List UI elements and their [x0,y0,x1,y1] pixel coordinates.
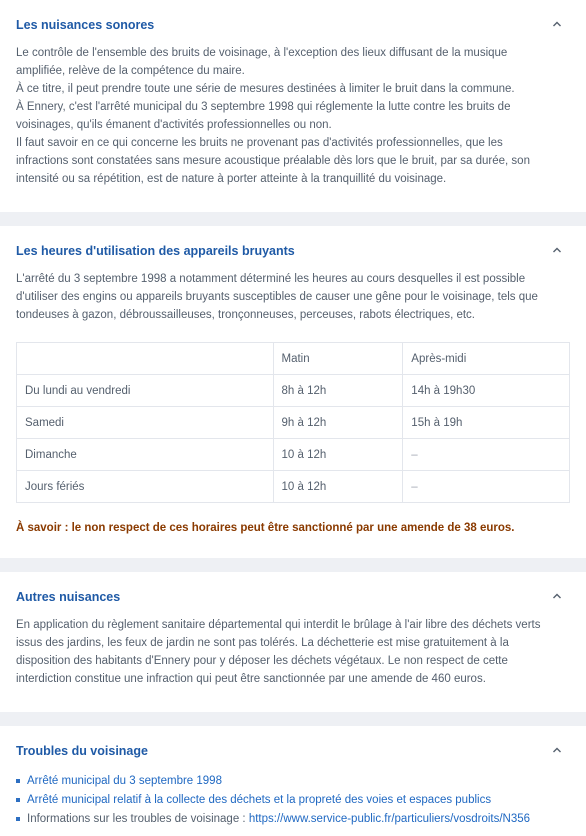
chevron-up-icon[interactable] [550,743,564,757]
section-nuisances-sonores [0,0,586,212]
table-row [17,439,570,471]
hours-table [16,342,570,503]
paragraph-line: À ce titre, il peut prendre toute une série de mesures destinées à limiter le bruit dans la commune. [16,83,515,95]
section-title: Les nuisances sonores [16,18,155,32]
paragraph-line: infractions sont constatées sans mesure acoustique préalable dès lors que le bruit, par sa durée, son [16,155,530,167]
table-header-cell: Matin [273,343,403,375]
table-cell: – [403,439,570,471]
link-arrete-dechets[interactable]: Arrêté municipal relatif à la collecte des déchets et la propreté des voies et espaces publics [27,794,492,806]
table-row [17,375,570,407]
bullet-icon [16,817,20,821]
table-cell: 8h à 12h [273,375,403,407]
table-header-row [17,343,570,375]
table-cell: Samedi [17,407,274,439]
section-autres-nuisances [0,572,586,712]
paragraph-line: tondeuses à gazon, débroussailleuses, tronçonneuses, perceuses, rabots électriques, etc. [16,309,476,321]
chevron-up-icon[interactable] [550,17,564,31]
table-cell: Du lundi au vendredi [17,375,274,407]
section-title: Autres nuisances [16,590,121,604]
table-row [17,471,570,503]
section-title: Les heures d'utilisation des appareils bruyants [16,244,295,258]
table-cell: 9h à 12h [273,407,403,439]
list-item [16,772,570,791]
fine-warning: À savoir : le non respect de ces horaires peut être sanctionné par une amende de 38 euros. [16,522,515,534]
paragraph-line: L'arrêté du 3 septembre 1998 a notamment déterminé les heures au cours desquelles il est possible [16,273,526,285]
list-item [16,810,570,829]
link-prefix: Informations sur les troubles de voisinage : [27,813,249,825]
section-heures-utilisation [0,226,586,558]
section-header[interactable] [16,242,570,262]
paragraph-line: amplifiée, relève de la compétence du maire. [16,65,245,77]
paragraph-line: issus des jardins, les feux de jardin ne sont pas tolérés. La déchetterie est mise gratuitement à la [16,637,509,649]
chevron-up-icon[interactable] [550,589,564,603]
paragraph-line: En application du règlement sanitaire départemental qui interdit le brûlage à l'air libre des déchets verts [16,619,541,631]
link-arrete-1998[interactable]: Arrêté municipal du 3 septembre 1998 [27,775,222,787]
table-cell: Dimanche [17,439,274,471]
link-service-public[interactable]: https://www.service-public.fr/particuliers/vosdroits/N356 [248,813,531,825]
paragraph-line: disposition des habitants d'Ennery pour y déposer les déchets végétaux. Le non respect de cette [16,655,508,667]
section-body [16,616,570,688]
bullet-icon [16,798,20,802]
section-body [16,270,570,324]
bullet-icon [16,779,20,783]
table-header-cell: Après-midi [403,343,570,375]
section-header[interactable] [16,742,570,762]
table-row [17,407,570,439]
links-list [16,772,570,829]
table-cell: 15h à 19h [403,407,570,439]
paragraph-line: d'utiliser des engins ou appareils bruyants susceptibles de causer une gêne pour le voisinage, tels que [16,291,538,303]
list-item [16,791,570,810]
paragraph-line: voisinages, qu'ils émanent d'activités professionnelles ou non. [16,119,332,131]
table-cell: 14h à 19h30 [403,375,570,407]
paragraph-line: Le contrôle de l'ensemble des bruits de voisinage, à l'exception des lieux diffusant de la musique [16,47,508,59]
table-header-cell [17,343,274,375]
section-header[interactable] [16,588,570,608]
paragraph-line: Il faut savoir en ce qui concerne les bruits ne provenant pas d'activités professionnelles, que les [16,137,503,149]
table-cell: 10 à 12h [273,439,403,471]
paragraph-line: À Ennery, c'est l'arrêté municipal du 3 septembre 1998 qui réglemente la lutte contre les bruits de [16,101,511,113]
paragraph-line: interdiction constitue une infraction qui peut être sanctionnée par une amende de 460 euros. [16,673,486,685]
table-cell: 10 à 12h [273,471,403,503]
section-body [16,44,570,188]
chevron-up-icon[interactable] [550,243,564,257]
section-header[interactable] [16,16,570,36]
paragraph-line: intensité ou sa répétition, est de nature à porter atteinte à la tranquillité du voisinage. [16,173,447,185]
table-cell: – [403,471,570,503]
section-title: Troubles du voisinage [16,744,148,758]
section-troubles-voisinage [0,726,586,836]
table-cell: Jours fériés [17,471,274,503]
